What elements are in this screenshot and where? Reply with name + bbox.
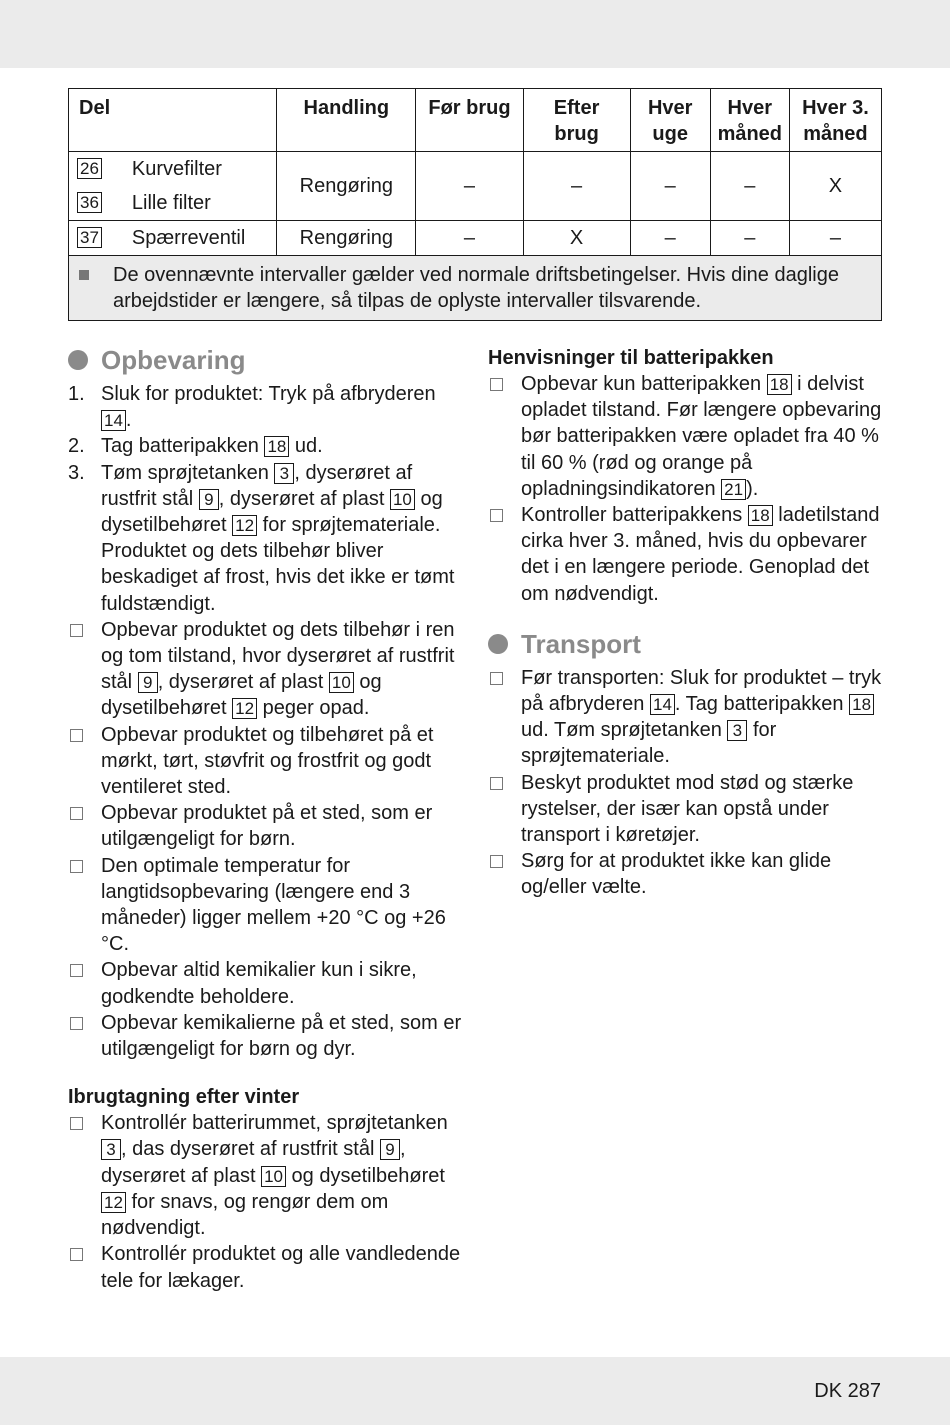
step-number: 1. [68, 383, 85, 405]
reference-number: 12 [101, 1192, 126, 1213]
text-run: Opbevar produktet og tilbehøret på et mørkt, tørt, støvfrit og frostfrit og godt ventileret sted. [101, 723, 434, 799]
text-run: Tag batteripakken [101, 435, 265, 458]
list-item-text [521, 770, 888, 849]
table-cell: – [416, 221, 523, 256]
list-item-text [101, 617, 463, 722]
text-run: . Tag batteripakken [674, 693, 850, 716]
table-cell: – [710, 221, 789, 256]
list-item [68, 957, 463, 1009]
part-number: 26 [77, 158, 102, 179]
text-run: , dyserøret af rustfrit stål [101, 461, 413, 510]
table-cell: – [710, 152, 789, 221]
list-item-text [521, 502, 888, 607]
checkbox-square-icon [70, 729, 83, 742]
checkbox-square-icon [490, 672, 503, 685]
table-note-row [69, 256, 882, 321]
table-cell-parts [69, 152, 277, 221]
list-item [488, 502, 888, 607]
reference-number: 9 [138, 672, 158, 693]
reference-number: 18 [767, 374, 792, 395]
left-column [68, 345, 463, 1294]
subheading-winter: Ibrugtagning efter vinter [68, 1086, 300, 1109]
list-item-text [521, 848, 888, 900]
section-heading-opbevaring [68, 345, 463, 375]
list-item [68, 1010, 463, 1062]
list-item-text [101, 1241, 463, 1293]
checkbox-square-icon [70, 1248, 83, 1261]
list-item [488, 371, 888, 502]
table-cell: – [789, 221, 881, 256]
part-name: Spærreventil [131, 227, 246, 249]
list-item [68, 381, 463, 433]
header-band [0, 0, 950, 68]
reference-number: 9 [380, 1139, 400, 1160]
table-header: Hver uge [630, 89, 710, 152]
text-run: , dyserøret af plast [157, 671, 329, 694]
text-run: Sørg for at produktet ikke kan glide og/eller vælte. [521, 850, 832, 899]
table-cell: – [523, 152, 630, 221]
list-item-text [101, 957, 463, 1009]
table-header: Handling [277, 89, 416, 152]
text-run: for sprøjtemateriale. Produktet og dets tilbehør bliver beskadiget af frost, hvis det ikke er tømt fuldstændigt. [101, 514, 455, 615]
reference-number: 21 [721, 479, 746, 500]
maintenance-table [68, 88, 882, 321]
reference-number: 3 [727, 720, 747, 741]
text-run: peger opad. [257, 697, 370, 720]
reference-number: 12 [232, 515, 257, 536]
reference-number: 9 [199, 489, 219, 510]
step-number: 3. [68, 461, 85, 484]
table-header: Før brug [416, 89, 523, 152]
checkbox-square-icon [70, 860, 83, 873]
text-run: Opbevar produktet på et sted, som er utilgængeligt for børn. [101, 802, 433, 851]
checkbox-square-icon [70, 624, 83, 637]
text-run: og dysetilbehøret [101, 487, 443, 537]
list-item-text [101, 433, 323, 459]
reference-number: 18 [264, 436, 289, 457]
checkbox-square-icon [70, 1117, 83, 1130]
text-run: Beskyt produktet mod stød og stærke rystelser, der især kan opstå under transport i køretøjer. [521, 771, 854, 847]
list-item-text [101, 800, 463, 852]
text-run: Før transporten: Sluk for produktet – tryk på afbryderen [521, 666, 882, 716]
reference-number: 14 [101, 410, 126, 431]
reference-number: 18 [748, 505, 773, 526]
reference-number: 10 [329, 672, 354, 693]
list-item [68, 1110, 463, 1241]
text-run: og dysetilbehøret [285, 1164, 445, 1187]
list-item [488, 848, 888, 900]
list-item [68, 460, 463, 617]
text-run: i delvist opladet tilstand. Før længere opbevaring bør batteripakken være opladet fra 40 % til 60 % (rød og orange på opladningsindikatoren [521, 373, 882, 500]
checkbox-square-icon [490, 777, 503, 790]
text-run: , dyserøret af plast [218, 487, 390, 510]
table-note: De ovennævnte intervaller gælder ved normale driftsbetingelser. Hvis dine daglige arbejdstider er længere, så tilpas de oplyste intervaller tilsvarende. [113, 264, 839, 312]
text-run: ud. Tøm sprøjtetanken [521, 719, 728, 742]
checkbox-square-icon [490, 855, 503, 868]
text-run: ud. [289, 435, 323, 458]
list-item [68, 800, 463, 852]
table-cell-parts [69, 221, 277, 256]
text-run: ladetilstand cirka hver 3. måned, hvis du opbevarer det i en længere periode. Genoplad det om nødvendigt. [521, 504, 880, 605]
text-run: Kontroller batteripakkens [521, 504, 748, 527]
list-item [68, 433, 463, 459]
table-header: Hver 3. måned [789, 89, 881, 152]
list-item [488, 770, 888, 849]
reference-number: 3 [274, 463, 294, 484]
reference-number: 3 [101, 1139, 121, 1160]
reference-number: 10 [261, 1166, 286, 1187]
list-item [68, 617, 463, 722]
list-item-text [101, 1010, 463, 1062]
part-number: 36 [77, 192, 102, 213]
table-cell: – [630, 221, 710, 256]
battery-bullets [488, 371, 888, 607]
checkbox-square-icon [70, 1017, 83, 1030]
text-run: Opbevar produktet og dets tilbehør i ren og tom tilstand, hvor dyserøret af rustfrit stål [101, 618, 455, 694]
table-cell: Rengøring [277, 152, 416, 221]
list-item [68, 1241, 463, 1293]
text-run: Tøm sprøjtetanken [101, 461, 275, 484]
part-number: 37 [77, 227, 102, 248]
checkbox-square-icon [70, 807, 83, 820]
table-header: Hver måned [710, 89, 789, 152]
checkbox-square-icon [70, 964, 83, 977]
list-item-text [101, 460, 463, 617]
section-heading-text: Transport [521, 628, 641, 659]
text-run: Kontrollér batterirummet, sprøjtetanken [101, 1112, 448, 1135]
table-row [69, 221, 882, 256]
bullet-dot-icon [68, 350, 88, 370]
reference-number: 10 [390, 489, 415, 510]
text-run: Den optimale temperatur for langtidsopbevaring (længere end 3 måneder) ligger mellem +20 °C og +26 °C. [101, 854, 446, 956]
table-header: Del [69, 89, 277, 152]
text-run: . [125, 409, 132, 432]
checkbox-square-icon [490, 378, 503, 391]
part-name: Kurvefilter [131, 158, 222, 180]
text-run: Opbevar kemikalierne på et sted, som er utilgængeligt for børn og dyr. [101, 1011, 462, 1061]
right-column [488, 345, 888, 901]
storage-bullets [68, 617, 463, 1062]
table-cell: – [416, 152, 523, 221]
table-cell: Rengøring [277, 221, 416, 256]
text-run: for snavs, og rengør dem om nødvendigt. [101, 1190, 389, 1240]
subheading-battery: Henvisninger til batteripakken [488, 347, 774, 369]
text-run: Kontrollér produktet og alle vandledende tele for lækager. [101, 1243, 461, 1292]
list-item [68, 853, 463, 958]
table-cell: X [523, 221, 630, 256]
reference-number: 12 [232, 698, 257, 719]
reference-number: 18 [849, 694, 874, 715]
list-item-text [101, 722, 463, 801]
text-run: ). [746, 477, 759, 500]
table-header: Efter brug [523, 89, 630, 152]
list-item-text [521, 371, 888, 502]
table-note-cell [69, 256, 882, 321]
storage-steps [68, 381, 463, 617]
transport-bullets [488, 665, 888, 901]
text-run: , das dyserøret af rustfrit stål [121, 1138, 380, 1161]
list-item-text [101, 381, 463, 433]
reference-number: 14 [650, 694, 675, 715]
list-item-text [101, 1110, 463, 1241]
square-bullet-icon [79, 270, 89, 280]
checkbox-square-icon [490, 509, 503, 522]
table-row [69, 152, 882, 221]
table-header-row [69, 89, 882, 152]
text-run: Opbevar altid kemikalier kun i sikre, godkendte beholdere. [101, 959, 417, 1008]
text-run: for sprøjtemateriale. [521, 719, 777, 768]
text-run: Opbevar kun batteripakken [521, 373, 767, 395]
section-heading-text: Opbevaring [101, 345, 246, 375]
list-item [68, 722, 463, 801]
winter-bullets [68, 1110, 463, 1293]
page-number: DK 287 [814, 1380, 881, 1402]
table-cell: – [630, 152, 710, 221]
text-run: , dyserøret af plast [101, 1138, 406, 1187]
text-run: Sluk for produktet: Tryk på afbryderen [101, 383, 436, 405]
part-name: Lille filter [131, 192, 211, 214]
text-run: og dysetilbehøret [101, 671, 382, 720]
list-item-text [101, 853, 463, 958]
footer-band [0, 1357, 950, 1425]
table-cell: X [789, 152, 881, 221]
section-heading-transport [488, 629, 888, 659]
bullet-dot-icon [488, 634, 508, 654]
list-item [488, 665, 888, 770]
list-item-text [521, 665, 888, 770]
step-number: 2. [68, 435, 85, 458]
